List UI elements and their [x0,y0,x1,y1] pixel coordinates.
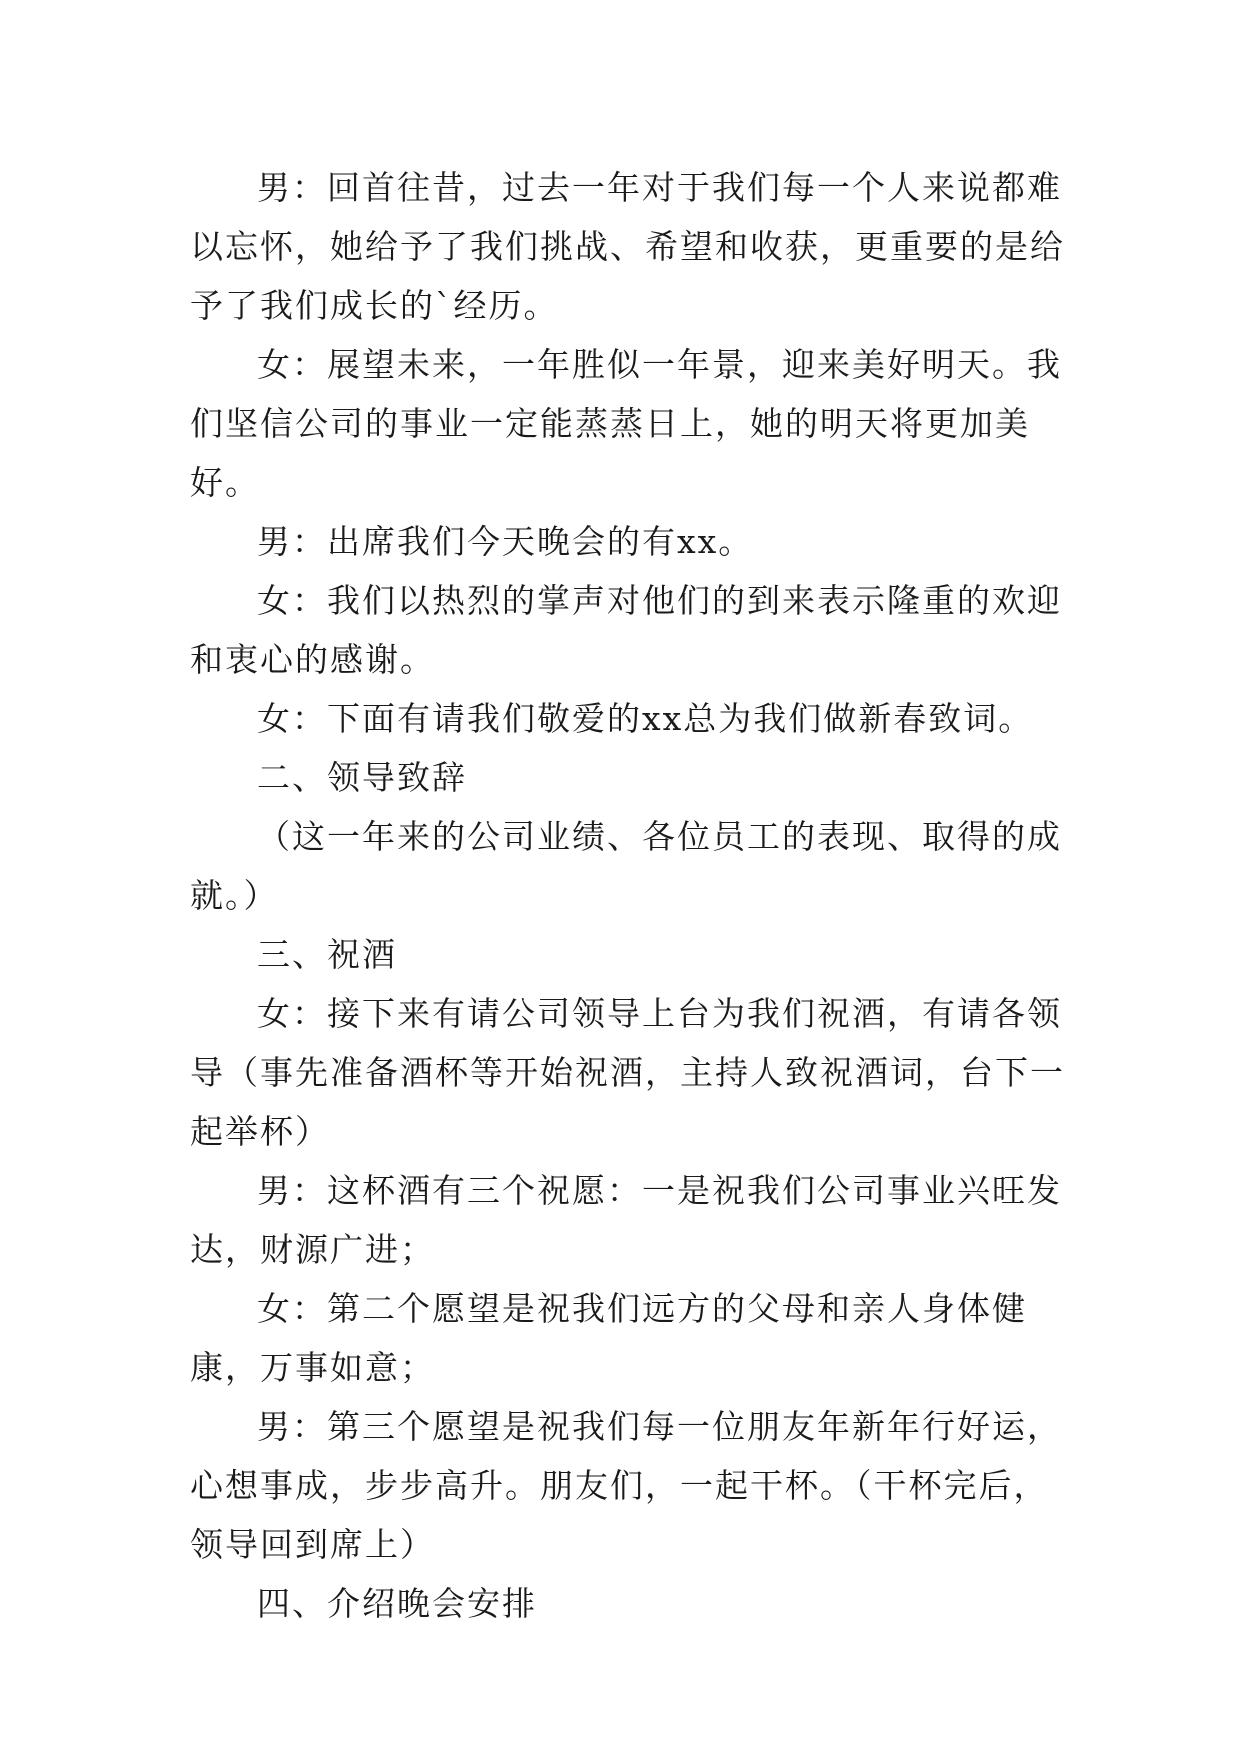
paragraph-first-wish: 男：这杯酒有三个祝愿：一是祝我们公司事业兴旺发达，财源广进； [190,1171,1062,1269]
paragraph-speech-note: （这一年来的公司业绩、各位员工的表现、取得的成就。） [190,817,1062,915]
paragraph-welcome: 女：我们以热烈的掌声对他们的到来表示隆重的欢迎和衷心的感谢。 [190,581,1062,679]
paragraph-outlook-female: 女：展望未来，一年胜似一年景，迎来美好明天。我们坚信公司的事业一定能蒸蒸日上，她的明天将更加美好。 [190,345,1062,502]
paragraph-invite-speech: 女：下面有请我们敬爱的xx总为我们做新春致词。 [257,699,1034,738]
section-heading-toast: 三、祝酒 [257,935,397,974]
paragraph-third-wish: 男：第三个愿望是祝我们每一位朋友年新年行好运，心想事成，步步高升。朋友们，一起干杯。（干杯完后，领导回到席上） [190,1407,1062,1564]
section-heading-program: 四、介绍晚会安排 [257,1584,537,1623]
paragraph-opening-male: 男：回首往昔，过去一年对于我们每一个人来说都难以忘怀，她给予了我们挑战、希望和收获，更重要的是给予了我们成长的`经历。 [190,168,1065,325]
paragraph-attendees: 男：出席我们今天晚会的有xx。 [257,522,754,561]
section-heading-leader-speech: 二、领导致辞 [257,758,467,797]
paragraph-second-wish: 女：第二个愿望是祝我们远方的父母和亲人身体健康，万事如意； [190,1289,1027,1387]
document-body [190,158,1070,1633]
paragraph-toast-invite: 女：接下来有请公司领导上台为我们祝酒，有请各领导（事先准备酒杯等开始祝酒，主持人致祝酒词，台下一起举杯） [190,994,1065,1151]
